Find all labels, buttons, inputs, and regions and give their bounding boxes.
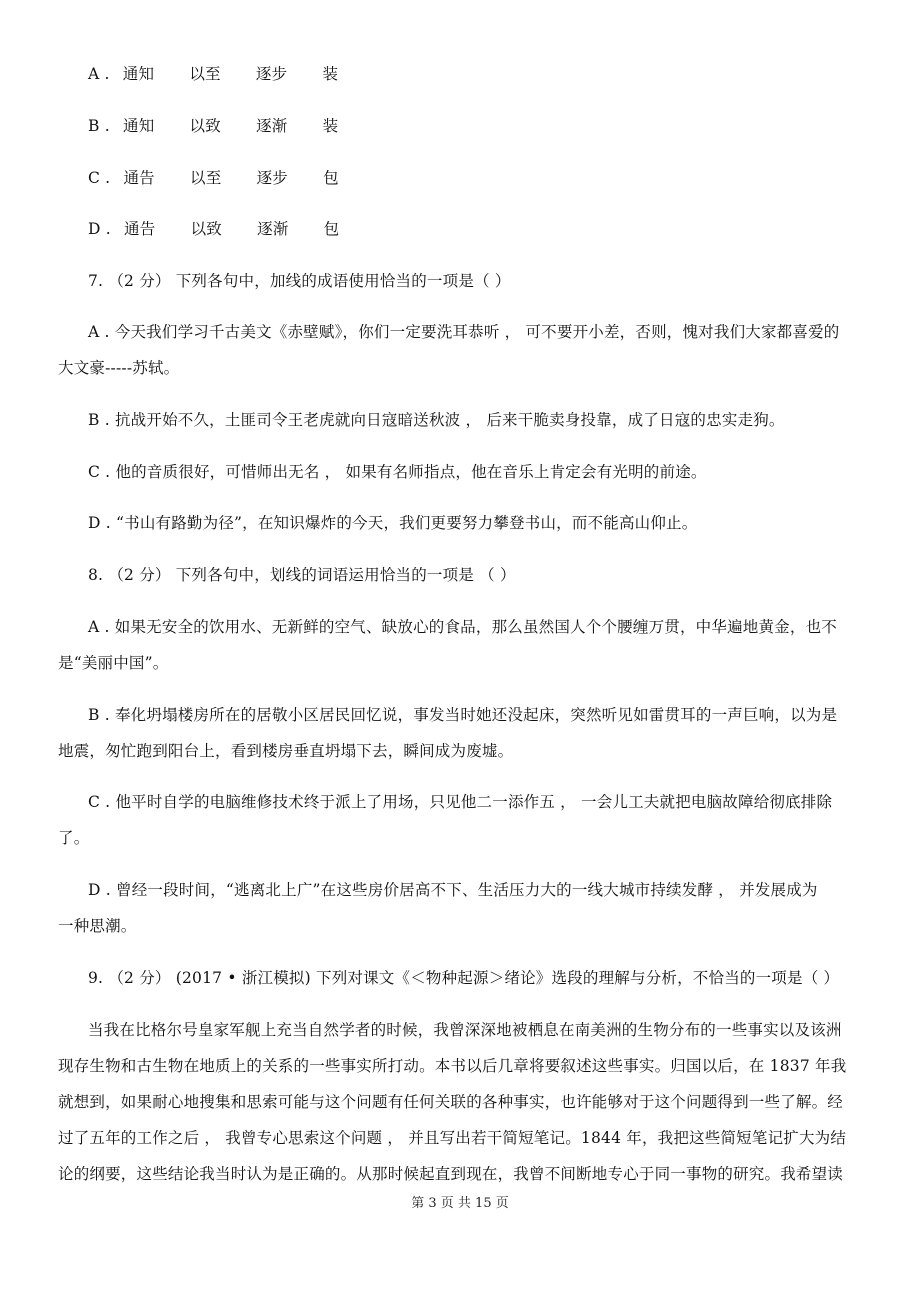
q6-option-d: [88, 219, 339, 239]
q6-option-b: [88, 116, 338, 136]
q8-option-a: A . 如果无安全的饮用水、无新鲜的空气、缺放心的食品，那么虽然国人个个腰缠万贯，中华遍地黄金，也不: [88, 618, 837, 636]
q6-option-a: [88, 64, 338, 84]
q7-option-c: C . 他的音质很好，可惜师出无名 ， 如果有名师指点，他在音乐上肯定会有光明的前途。: [88, 463, 707, 481]
option-word: 通告: [123, 169, 155, 187]
option-word: 通告: [124, 220, 156, 238]
option-word: 装: [322, 65, 339, 83]
passage-line: 现存生物和古生物在地质上的关系的一些事实所打动。本书以后几章将要叙述这些事实。归国以后，在 1837 年我: [58, 1057, 847, 1075]
q8-option-b: B . 奉化坍塌楼房所在的居敬小区居民回忆说，事发当时她还没起床，突然听见如雷贯耳的一声巨响，以为是: [88, 706, 838, 724]
option-word: 逐步: [256, 169, 288, 187]
q8-option-d: D . 曾经一段时间，“逃离北上广”在这些房价居高不下、生活压力大的一线大城市持续发酵 ， 并发展成为: [88, 881, 818, 899]
option-word: 装: [322, 117, 339, 135]
passage-line: 论的纲要，这些结论我当时认为是正确的。从那时候起直到现在，我曾不间断地专心于同一事物的研究。我希望读: [58, 1165, 844, 1183]
q8-option-a-cont: 是“美丽中国”。: [58, 654, 169, 672]
option-word: 包: [323, 169, 339, 187]
page-footer: 第 3 页 共 15 页: [411, 1196, 509, 1211]
question-7-heading: 7. （2 分） 下列各句中，加线的成语使用恰当的一项是（ ）: [88, 272, 511, 290]
q8-option-c-cont: 了。: [58, 829, 90, 847]
option-word: 包: [323, 220, 340, 238]
q8-option-d-cont: 一种思潮。: [58, 917, 137, 935]
option-word: 以致: [190, 220, 222, 238]
option-word: 通知: [122, 65, 155, 83]
passage-line: 过了五年的工作之后 ， 我曾专心思索这个问题 ， 并且写出若干简短笔记。1844 年，我把这些简短笔记扩大为结: [58, 1129, 847, 1147]
q7-option-b: B . 抗战开始不久，土匪司令王老虎就向日寇暗送秋波 ， 后来干脆卖身投靠，成了日寇的忠实走狗。: [88, 411, 785, 429]
option-word: 以至: [189, 65, 221, 83]
option-label: D .: [88, 220, 111, 238]
passage-line: 当我在比格尔号皇家军舰上充当自然学者的时候，我曾深深地被栖息在南美洲的生物分布的一些事实以及该洲: [88, 1021, 842, 1039]
q8-option-b-cont: 地震，匆忙跑到阳台上，看到楼房垂直坍塌下去，瞬间成为废墟。: [58, 742, 514, 760]
option-word: 以致: [189, 117, 221, 135]
q7-option-d: D . “书山有路勤为径”，在知识爆炸的今天，我们更要努力攀登书山，而不能高山仰止。: [88, 514, 698, 532]
passage-line: 就想到，如果耐心地搜集和思索可能与这个问题有任何关联的各种事实，也许能够对于这个问题得到一些了解。经: [58, 1093, 844, 1111]
q7-option-a-cont: 大文豪-----苏轼。: [58, 359, 180, 377]
option-label: C .: [88, 169, 111, 187]
option-word: 以至: [190, 169, 222, 187]
option-word: 逐渐: [256, 117, 288, 135]
q7-option-a: A . 今天我们学习千古美文《赤壁赋》，你们一定要洗耳恭听 ， 可不要开小差，否则，愧对我们大家都喜爱的: [88, 323, 840, 341]
option-label: B .: [88, 117, 110, 135]
question-8-heading: 8. （2 分） 下列各句中，划线的词语运用恰当的一项是 （ ）: [88, 566, 516, 584]
q8-option-c: C . 他平时自学的电脑维修技术终于派上了用场，只见他二一添作五 ， 一会儿工夫就把电脑故障给彻底排除: [88, 793, 833, 811]
option-word: 通知: [123, 117, 155, 135]
option-word: 逐步: [255, 65, 288, 83]
option-label: A .: [88, 65, 110, 83]
option-word: 逐渐: [257, 220, 289, 238]
question-9-heading: 9. （2 分） (2017 • 浙江模拟) 下列对课文《＜物种起源＞绪论》选段的理解与分析，不恰当的一项是（ ）: [88, 969, 840, 987]
q6-option-c: [88, 168, 339, 188]
